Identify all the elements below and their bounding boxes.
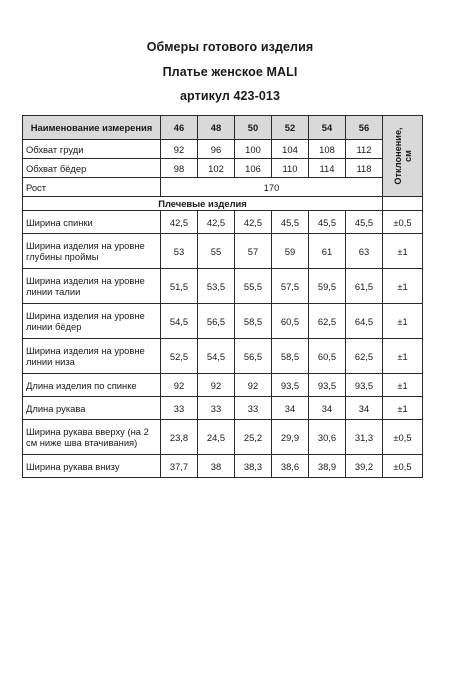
- value-cell: 118: [346, 159, 383, 178]
- value-cell: 55,5: [235, 269, 272, 304]
- deviation-cell: ±0,5: [383, 455, 423, 478]
- table-row: [23, 234, 423, 269]
- value-cell: 100: [235, 140, 272, 159]
- height-row: [23, 178, 423, 197]
- table-row: [23, 211, 423, 234]
- value-cell: 56,5: [235, 339, 272, 374]
- value-cell: 42,5: [161, 211, 198, 234]
- deviation-header-cell: [383, 116, 423, 197]
- value-cell: 58,5: [272, 339, 309, 374]
- document-title: Обмеры готового изделия: [146, 40, 314, 54]
- size-header-cell: 52: [272, 116, 309, 140]
- value-cell: 92: [198, 374, 235, 397]
- deviation-header-label: Отклонение, см: [392, 127, 413, 185]
- value-cell: 55: [198, 234, 235, 269]
- measurements-table: [22, 115, 423, 478]
- size-header-cell: 46: [161, 116, 198, 140]
- value-cell: 108: [309, 140, 346, 159]
- value-cell: 61,5: [346, 269, 383, 304]
- value-cell: 98: [161, 159, 198, 178]
- value-cell: 92: [161, 374, 198, 397]
- value-cell: 92: [235, 374, 272, 397]
- value-cell: 93,5: [272, 374, 309, 397]
- value-cell: 58,5: [235, 304, 272, 339]
- product-name: Платье женское MALI: [162, 65, 298, 79]
- table-row: [23, 455, 423, 478]
- header-name-cell: Наименование измерения: [23, 116, 161, 140]
- row-name: Ширина изделия на уровне линии талии: [23, 269, 161, 304]
- value-cell: 110: [272, 159, 309, 178]
- deviation-cell: ±0,5: [383, 420, 423, 455]
- value-cell: 33: [161, 397, 198, 420]
- value-cell: 93,5: [309, 374, 346, 397]
- row-name: Обхват груди: [23, 140, 161, 159]
- size-header-cell: 50: [235, 116, 272, 140]
- article-number: артикул 423-013: [179, 89, 281, 103]
- header-row: [23, 116, 423, 140]
- value-cell: 96: [198, 140, 235, 159]
- table-row: [23, 304, 423, 339]
- size-header-cell: 54: [309, 116, 346, 140]
- row-name: Ширина изделия на уровне линии низа: [23, 339, 161, 374]
- value-cell: 45,5: [309, 211, 346, 234]
- row-name: Длина рукава: [23, 397, 161, 420]
- value-cell: 33: [235, 397, 272, 420]
- value-cell: 34: [272, 397, 309, 420]
- row-name: Рост: [23, 178, 161, 197]
- table-row: [23, 374, 423, 397]
- value-cell: 54,5: [198, 339, 235, 374]
- section-row: [23, 197, 423, 211]
- value-cell: 52,5: [161, 339, 198, 374]
- table-row: [23, 339, 423, 374]
- value-cell: 114: [309, 159, 346, 178]
- table-row: [23, 420, 423, 455]
- deviation-cell: ±1: [383, 234, 423, 269]
- value-cell: 25,2: [235, 420, 272, 455]
- section-title: Плечевые изделия: [23, 197, 383, 211]
- value-cell: 45,5: [272, 211, 309, 234]
- value-cell: 34: [346, 397, 383, 420]
- deviation-cell: ±1: [383, 339, 423, 374]
- value-cell: 38: [198, 455, 235, 478]
- value-cell: 57,5: [272, 269, 309, 304]
- value-cell: 61: [309, 234, 346, 269]
- deviation-cell: ±1: [383, 269, 423, 304]
- row-name: Длина изделия по спинке: [23, 374, 161, 397]
- value-cell: 63: [346, 234, 383, 269]
- table-row: [23, 397, 423, 420]
- value-cell: 60,5: [272, 304, 309, 339]
- value-cell: 106: [235, 159, 272, 178]
- value-cell: 53: [161, 234, 198, 269]
- table-row: [23, 159, 423, 178]
- row-name: Ширина изделия на уровне глубины проймы: [23, 234, 161, 269]
- blank-cell: [383, 197, 423, 211]
- value-cell: 24,5: [198, 420, 235, 455]
- value-cell: 31,3: [346, 420, 383, 455]
- value-cell: 59: [272, 234, 309, 269]
- value-cell: 42,5: [235, 211, 272, 234]
- value-cell: 30,6: [309, 420, 346, 455]
- value-cell: 62,5: [309, 304, 346, 339]
- value-cell: 42,5: [198, 211, 235, 234]
- deviation-cell: ±1: [383, 304, 423, 339]
- table-row: [23, 269, 423, 304]
- value-cell: 93,5: [346, 374, 383, 397]
- deviation-cell: ±0,5: [383, 211, 423, 234]
- value-cell: 56,5: [198, 304, 235, 339]
- value-cell: 92: [161, 140, 198, 159]
- value-cell: 38,9: [309, 455, 346, 478]
- value-cell: 64,5: [346, 304, 383, 339]
- value-cell: 59,5: [309, 269, 346, 304]
- value-cell: 38,3: [235, 455, 272, 478]
- deviation-cell: ±1: [383, 397, 423, 420]
- value-cell: 102: [198, 159, 235, 178]
- value-cell: 37,7: [161, 455, 198, 478]
- row-name: Ширина рукава внизу: [23, 455, 161, 478]
- value-cell: 62,5: [346, 339, 383, 374]
- value-cell: 104: [272, 140, 309, 159]
- size-header-cell: 48: [198, 116, 235, 140]
- value-cell: 57: [235, 234, 272, 269]
- row-name: Ширина рукава вверху (на 2 см ниже шва втачивания): [23, 420, 161, 455]
- value-cell: 34: [309, 397, 346, 420]
- value-cell: 38,6: [272, 455, 309, 478]
- value-cell: 23,8: [161, 420, 198, 455]
- size-header-cell: 56: [346, 116, 383, 140]
- value-cell: 39,2: [346, 455, 383, 478]
- value-cell: 45,5: [346, 211, 383, 234]
- value-cell: 33: [198, 397, 235, 420]
- value-cell: 60,5: [309, 339, 346, 374]
- deviation-cell: ±1: [383, 374, 423, 397]
- value-cell: 112: [346, 140, 383, 159]
- value-cell: 54,5: [161, 304, 198, 339]
- row-name: Ширина спинки: [23, 211, 161, 234]
- row-name: Ширина изделия на уровне линии бёдер: [23, 304, 161, 339]
- value-cell: 53,5: [198, 269, 235, 304]
- value-cell: 51,5: [161, 269, 198, 304]
- height-value-cell: 170: [161, 178, 383, 197]
- value-cell: 29,9: [272, 420, 309, 455]
- table-row: [23, 140, 423, 159]
- row-name: Обхват бёдер: [23, 159, 161, 178]
